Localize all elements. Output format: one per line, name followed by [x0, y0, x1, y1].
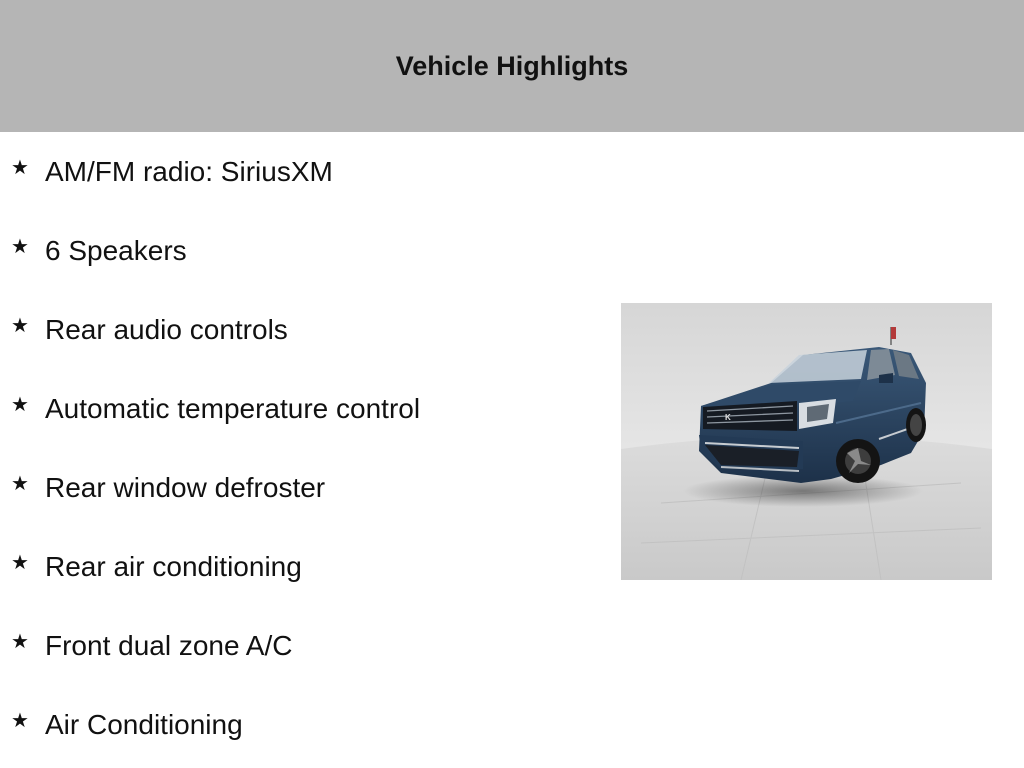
star-icon: ★: [11, 552, 29, 574]
highlight-label: 6 Speakers: [45, 235, 187, 266]
highlight-label: Rear window defroster: [45, 472, 326, 503]
page-header: [0, 0, 1024, 132]
list-item: [0, 685, 600, 764]
highlights-list: [0, 132, 600, 764]
highlight-label: Automatic temperature control: [45, 393, 421, 424]
star-icon: ★: [11, 157, 29, 179]
list-item: [0, 211, 600, 290]
page-title: Vehicle Highlights: [395, 50, 629, 81]
highlight-label: Front dual zone A/C: [45, 630, 293, 661]
vehicle-photo: [621, 303, 992, 580]
highlight-label: Rear audio controls: [45, 314, 288, 345]
star-icon: ★: [11, 473, 29, 495]
highlight-label: Rear air conditioning: [45, 551, 302, 582]
list-item: [0, 527, 600, 606]
highlight-label: Air Conditioning: [45, 709, 243, 740]
star-icon: ★: [11, 236, 29, 258]
star-icon: ★: [11, 315, 29, 337]
list-item: [0, 132, 600, 211]
list-item: [0, 606, 600, 685]
list-item: [0, 290, 600, 369]
list-item: [0, 369, 600, 448]
list-item: [0, 448, 600, 527]
star-icon: ★: [11, 631, 29, 653]
svg-text:K: K: [725, 413, 731, 422]
star-icon: ★: [11, 710, 29, 732]
star-icon: ★: [11, 394, 29, 416]
highlight-label: AM/FM radio: SiriusXM: [45, 156, 333, 187]
